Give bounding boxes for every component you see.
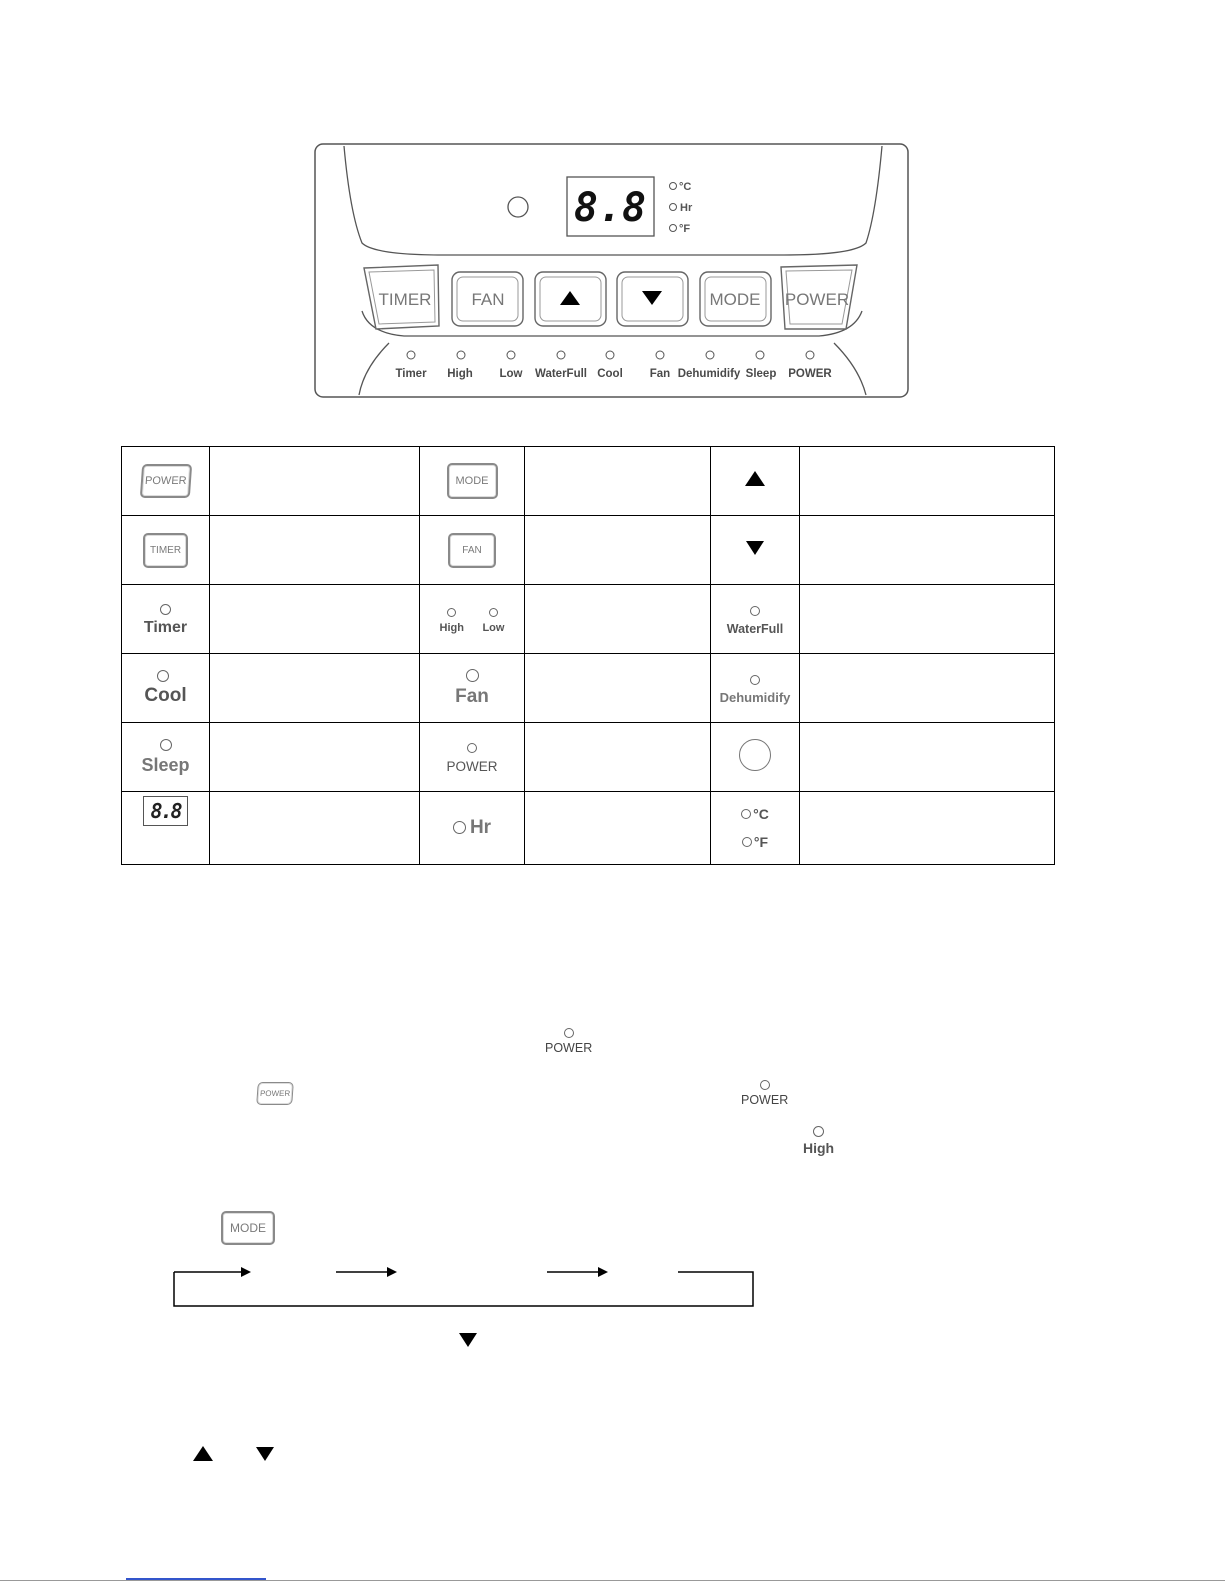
svg-text:Sleep: Sleep <box>745 368 777 380</box>
table-cell-description <box>800 585 1055 654</box>
table-cell-description <box>525 585 711 654</box>
table-row <box>122 654 1055 723</box>
mode-button-inline-icon: MODE <box>221 1211 275 1245</box>
table-cell <box>420 654 525 723</box>
svg-text:WaterFull: WaterFull <box>535 368 587 380</box>
control-panel-diagram <box>314 143 909 398</box>
table-cell-description <box>800 654 1055 723</box>
table-cell-description <box>210 792 420 865</box>
table-cell <box>420 723 525 792</box>
table-cell <box>420 447 525 516</box>
celsius-indicator-icon: °C <box>711 806 799 822</box>
table-cell <box>122 447 210 516</box>
low-indicator-icon: Low <box>482 608 504 634</box>
power-indicator-inline-icon: POWER <box>545 1028 592 1055</box>
table-row <box>122 723 1055 792</box>
table-cell-description <box>800 792 1055 865</box>
temp-up-button[interactable] <box>535 272 606 326</box>
arrow-right-icon <box>387 1267 397 1277</box>
table-cell <box>122 516 210 585</box>
timer-button[interactable] <box>364 265 439 329</box>
power-indicator-icon: POWER <box>446 743 497 774</box>
table-cell <box>711 654 800 723</box>
svg-text:Hr: Hr <box>680 202 693 214</box>
svg-text:POWER: POWER <box>784 290 850 309</box>
table-cell-description <box>210 585 420 654</box>
footer-divider <box>126 1578 266 1580</box>
waterfull-indicator-icon: WaterFull <box>727 606 783 636</box>
dehumidify-indicator-icon: Dehumidify <box>720 675 791 705</box>
temp-down-button[interactable] <box>617 272 688 326</box>
svg-text:°F: °F <box>679 223 691 235</box>
table-cell <box>711 516 800 585</box>
table-cell <box>122 723 210 792</box>
table-cell <box>711 723 800 792</box>
table-cell-description <box>525 447 711 516</box>
table-cell <box>420 792 525 865</box>
table-cell-description <box>210 447 420 516</box>
mode-button[interactable] <box>700 272 771 326</box>
table-cell <box>122 654 210 723</box>
table-cell-description <box>210 516 420 585</box>
down-arrow-icon <box>746 541 764 555</box>
hour-indicator-icon: Hr <box>453 817 491 839</box>
table-cell-description <box>525 723 711 792</box>
svg-text:°C: °C <box>679 181 692 193</box>
table-cell-description <box>525 654 711 723</box>
table-row <box>122 792 1055 865</box>
svg-text:High: High <box>447 368 473 380</box>
high-indicator-inline-icon: High <box>803 1126 834 1156</box>
mode-button-icon: MODE <box>447 463 498 499</box>
down-arrow-icon <box>256 1447 274 1461</box>
sleep-indicator-icon: Sleep <box>141 739 189 776</box>
svg-text:Fan: Fan <box>649 368 671 380</box>
svg-text:Timer: Timer <box>395 368 427 380</box>
svg-text:FAN: FAN <box>471 290 505 309</box>
table-cell-description <box>210 654 420 723</box>
table-cell <box>711 792 800 865</box>
svg-text:Cool: Cool <box>597 368 623 380</box>
cool-indicator-icon: Cool <box>144 670 186 707</box>
table-cell <box>420 585 525 654</box>
mode-cycle-diagram <box>173 1262 755 1308</box>
up-arrow-icon <box>193 1446 213 1461</box>
ir-receiver-icon <box>739 739 771 771</box>
fan-button[interactable] <box>452 272 523 326</box>
arrow-right-icon <box>598 1267 608 1277</box>
timer-indicator-icon: Timer <box>144 604 187 637</box>
down-arrow-icon <box>459 1333 477 1347</box>
table-cell <box>711 447 800 516</box>
table-row <box>122 447 1055 516</box>
svg-text:Low: Low <box>499 368 523 380</box>
table-cell-description <box>525 516 711 585</box>
svg-text:MODE: MODE <box>709 290 761 309</box>
power-button[interactable] <box>781 265 857 329</box>
table-cell <box>122 792 210 865</box>
timer-button-icon: TIMER <box>143 533 188 568</box>
fan-button-icon: FAN <box>448 533 495 568</box>
table-cell-description <box>525 792 711 865</box>
table-cell <box>711 585 800 654</box>
table-row <box>122 516 1055 585</box>
table-cell-description <box>800 516 1055 585</box>
table-cell-description <box>210 723 420 792</box>
fan-indicator-icon: Fan <box>455 669 489 708</box>
up-arrow-icon <box>745 471 765 486</box>
display-digits-icon: 8.8 <box>143 796 187 826</box>
svg-text:Dehumidify: Dehumidify <box>677 368 741 380</box>
display-digits: 8.8 <box>573 185 647 231</box>
table-cell-description <box>800 723 1055 792</box>
high-indicator-icon: High <box>440 608 464 634</box>
table-cell <box>122 585 210 654</box>
control-key-table <box>121 446 1055 865</box>
power-button-icon: POWER <box>140 464 192 498</box>
arrow-right-icon <box>241 1267 251 1277</box>
table-cell <box>420 516 525 585</box>
fahrenheit-indicator-icon: °F <box>711 834 799 850</box>
svg-text:POWER: POWER <box>788 368 832 380</box>
ir-receiver-icon <box>508 197 528 217</box>
power-indicator-inline-icon: POWER <box>741 1080 788 1107</box>
table-cell-description <box>800 447 1055 516</box>
footer-divider <box>0 1580 1225 1581</box>
table-row <box>122 585 1055 654</box>
svg-text:TIMER: TIMER <box>378 290 432 309</box>
power-button-inline-icon: POWER <box>256 1082 294 1105</box>
